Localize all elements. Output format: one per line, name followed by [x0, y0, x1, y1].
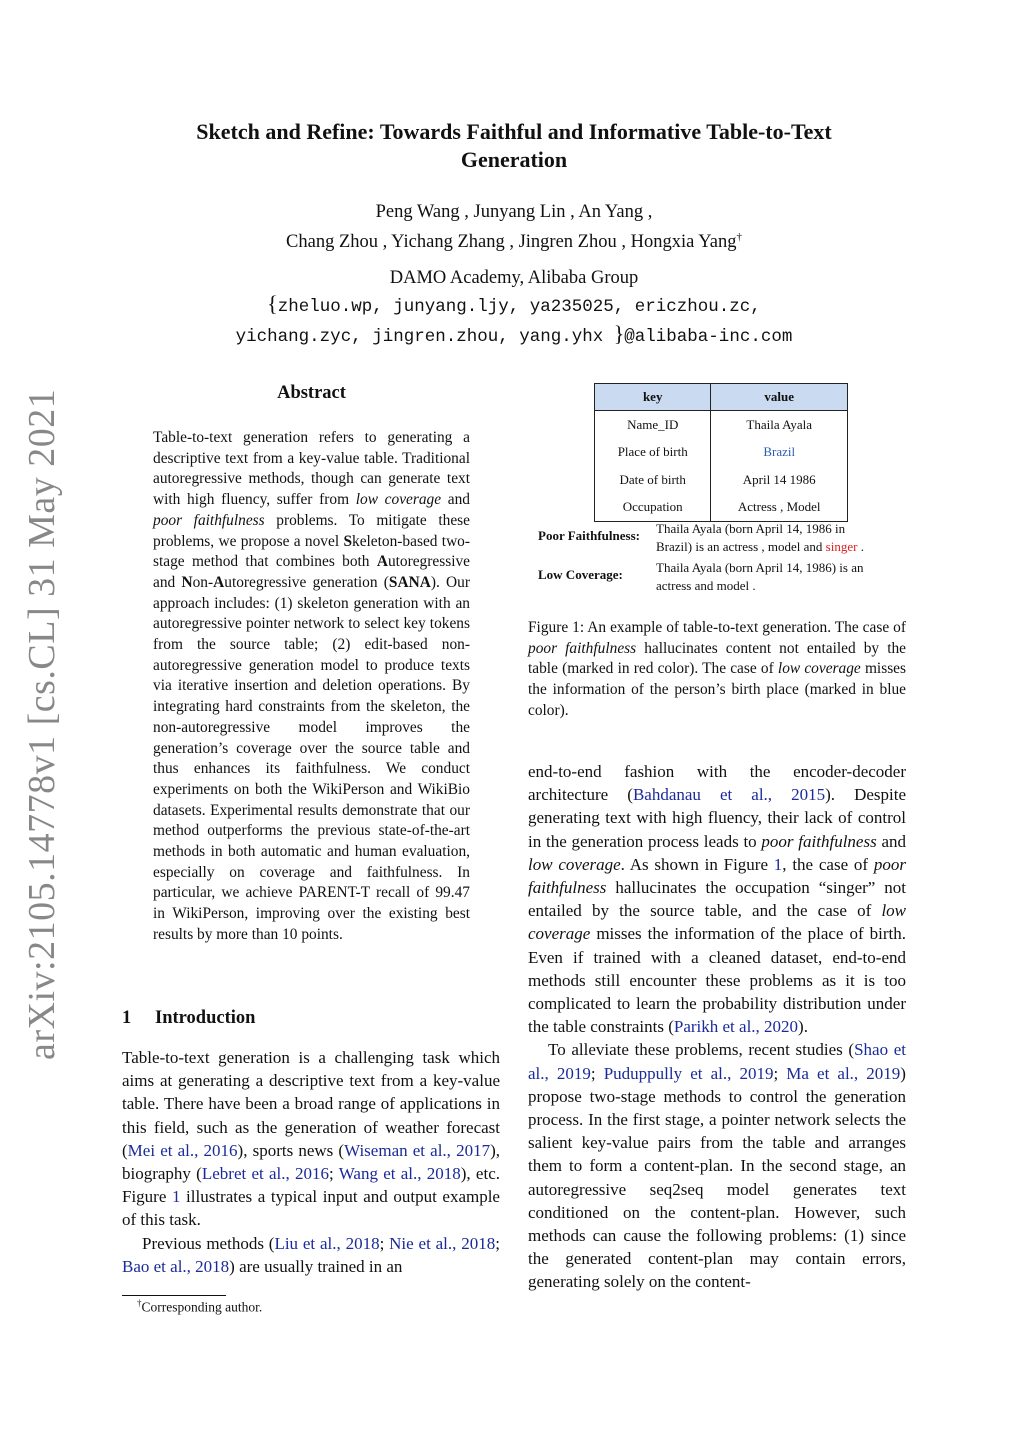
right-paragraph-1: end-to-end fashion with the encoder-decoder architecture (Bahdanau et al., 2015). Despite generating text with high fluency, their lack of control in the generation process leads to poor faithfulness and low coverage. As shown in Figure 1, the case of poor faithfulness hallucinates the occupation “singer” not entailed by the source table, and the case of low coverage misses the information of the place of birth. Even if trained with a cleaned dataset, end-to-end methods still encounter these problems as it is too complicated to learn the probability distribution under the table constraints (Parikh et al., 2020).: [528, 762, 907, 1037]
citation-link[interactable]: Lebret et al., 2016: [201, 1164, 330, 1184]
citation-link[interactable]: Nie et al., 2018: [389, 1233, 496, 1253]
poor-faithfulness-example: Thaila Ayala (born April 14, 1986 in Brazil) is an actress , model and singer .: [656, 521, 864, 554]
hallucinated-word: singer: [825, 538, 858, 554]
section-heading-introduction: 1 Introduction: [122, 1008, 256, 1028]
low-coverage-example: Thaila Ayala (born April 14, 1986) is an actress and model .: [656, 560, 864, 593]
right-column-text: [528, 760, 906, 1294]
introduction-text: [122, 1046, 500, 1278]
paper-title-line-1: Sketch and Refine: Towards Faithful and Informative Table-to-Text: [196, 119, 832, 144]
abstract-body: Table-to-text generation refers to generating a descriptive text from a key-value table. Traditional autoregressive methods, though can generate text with high fluency, suffer from low coverage and poor faithfulness problems. To mitigate these problems, we propose a novel Skeleton-based two-stage method that combines both Autoregressive and Non-Autoregressive generation (SANA). Our approach includes: (1) skeleton generation with an autoregressive pointer network to select key tokens from the source table; (2) edit-based non-autoregressive generation model to produce texts via iterative insertion and deletion operations. By integrating hard constraints from the skeleton, the non-autoregressive model improves the generation’s coverage over the source table and thus enhances its faithfulness. We conduct experiments on both the WikiPerson and WikiBio datasets. Experimental results demonstrate that our method outperforms the previous state-of-the-art methods in both automatic and human evaluation, especially on coverage and faithfulness. In particular, we achieve PARENT-T recall of 99.47 in WikiPerson, improving over the existing best results by more than 10 points.: [153, 429, 471, 943]
citation-link[interactable]: Liu et al., 2018: [274, 1233, 380, 1253]
footnote-rule: [122, 1295, 226, 1296]
table-row: Name_ID Thaila Ayala: [595, 411, 848, 439]
key-value-table: [594, 383, 848, 522]
citation-link[interactable]: Wiseman et al., 2017: [344, 1140, 491, 1160]
citation-link[interactable]: Shao et al., 2019: [528, 1040, 906, 1083]
table-header-value: value: [711, 384, 848, 411]
arxiv-stamp: arXiv:2105.14778v1 [cs.CL] 31 May 2021: [21, 388, 63, 1060]
table-row: Date of birth April 14 1986: [595, 466, 848, 494]
author-list: [120, 200, 908, 255]
highlighted-value-brazil: Brazil: [711, 439, 848, 467]
authors-line-2: Chang Zhou , Yichang Zhang , Jingren Zhou , Hongxia Yang†: [286, 231, 742, 253]
footnote: †Corresponding author.: [137, 1298, 263, 1315]
abstract-heading: Abstract: [277, 383, 346, 403]
authors-line-1: Peng Wang , Junyang Lin , An Yang ,: [375, 202, 653, 222]
citation-link[interactable]: Wang et al., 2018: [338, 1164, 461, 1184]
corresponding-mark: †: [736, 231, 742, 243]
intro-paragraph-2: Previous methods (Liu et al., 2018; Nie et al., 2018; Bao et al., 2018) are usually trained in an: [122, 1233, 500, 1276]
figure-1: [528, 383, 908, 605]
figure-ref-link[interactable]: 1: [171, 1187, 181, 1207]
affiliation: DAMO Academy, Alibaba Group: [389, 268, 639, 288]
citation-link[interactable]: Mei et al., 2016: [127, 1140, 238, 1160]
paper-title-line-2: Generation: [460, 147, 568, 172]
emails-line-2: yichang.zyc, jingren.zhou, yang.yhx }@alibaba-inc.com: [235, 321, 793, 347]
table-row: Occupation Actress , Model: [595, 494, 848, 522]
citation-link[interactable]: Bao et al., 2018: [122, 1256, 230, 1276]
intro-paragraph-1: Table-to-text generation is a challenging task which aims at generating a descriptive text from a key-value table. There have been a broad range of applications in this field, such as the generation of weather forecast (Mei et al., 2016), sports news (Wiseman et al., 2017), biography (Lebret et al., 2016; Wang et al., 2018), etc. Figure 1 illustrates a typical input and output example of this task.: [122, 1048, 500, 1230]
table-row: Place of birth Brazil: [595, 439, 848, 467]
paper-title: [120, 118, 908, 174]
citation-link[interactable]: Bahdanau et al., 2015: [632, 785, 826, 805]
table-header-key: key: [595, 384, 711, 411]
figure-1-caption: Figure 1: An example of table-to-text generation. The case of poor faithfulness hallucinates content not entailed by the table (marked in red color). The case of low coverage misses the information of the person’s birth place (marked in blue color).: [528, 619, 907, 719]
affiliation-block: [120, 266, 908, 352]
citation-link[interactable]: Puduppully et al., 2019: [603, 1063, 774, 1083]
right-paragraph-2: To alleviate these problems, recent studies (Shao et al., 2019; Puduppully et al., 2019; Ma et al., 2019) propose two-stage methods to control the generation process. In the first stage, a pointer network selects the salient key-value pairs from the table and arranges them to form a content-plan. In the second stage, an autoregressive seq2seq model generates text conditioned on the content-plan. However, such methods can cause the following problems: (1) since the generated content-plan may contain errors, generating solely on the content-: [528, 1040, 906, 1292]
figure-ref-link[interactable]: 1: [773, 854, 783, 874]
citation-link[interactable]: Parikh et al., 2020: [673, 1017, 799, 1037]
citation-link[interactable]: Ma et al., 2019: [786, 1063, 901, 1083]
low-coverage-label: Low Coverage:: [538, 567, 623, 582]
emails-line-1: {zheluo.wp, junyang.ljy, ya235025, ericzhou.zc,: [267, 291, 761, 317]
poor-faithfulness-label: Poor Faithfulness:: [538, 528, 640, 543]
